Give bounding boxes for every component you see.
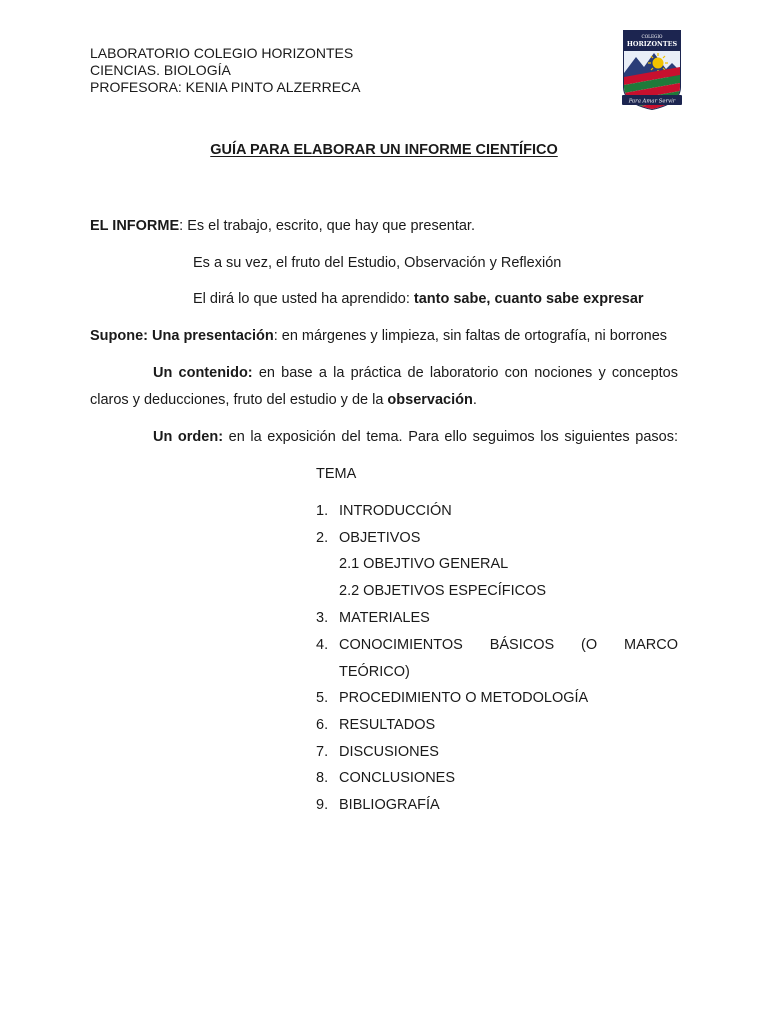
orden-label: Un orden: xyxy=(153,429,224,445)
header-line-teacher: PROFESORA: KENIA PINTO ALZERRECA xyxy=(90,79,361,95)
list-item xyxy=(316,717,435,733)
crest-top-text: COLEGIO xyxy=(641,34,663,39)
list-item xyxy=(316,744,439,760)
paragraph-orden xyxy=(153,429,678,445)
paragraph-contenido-line1 xyxy=(153,365,678,381)
supone-label: Supone: Una presentación xyxy=(90,328,274,344)
document-title: GUÍA PARA ELABORAR UN INFORME CIENTÍFICO xyxy=(210,142,558,158)
list-item-label: DISCUSIONES xyxy=(339,744,439,760)
list-item xyxy=(316,503,452,519)
paragraph-dira xyxy=(193,291,644,307)
list-item-word: BÁSICOS xyxy=(489,637,555,653)
school-crest-logo xyxy=(620,29,684,111)
orden-text: en la exposición del tema. Para ello seguimos los siguientes pasos: xyxy=(223,429,678,445)
paragraph-contenido-line2 xyxy=(90,392,477,408)
list-item-number-row xyxy=(316,637,339,653)
dira-text: El dirá lo que usted ha aprendido: xyxy=(193,291,414,307)
contenido-text: en base a la práctica de laboratorio con nociones y conceptos xyxy=(252,365,678,381)
list-item-number: 6. xyxy=(316,717,329,733)
list-item-label: PROCEDIMIENTO O METODOLOGÍA xyxy=(339,690,589,706)
informe-text: : Es el trabajo, escrito, que hay que presentar. xyxy=(179,218,475,234)
supone-text: : en márgenes y limpieza, sin faltas de ortografía, ni borrones xyxy=(273,328,668,344)
header-line-lab: LABORATORIO COLEGIO HORIZONTES xyxy=(90,45,354,61)
list-sub-item: 2.2 OBJETIVOS ESPECÍFICOS xyxy=(339,583,547,599)
paragraph-fruto: Es a su vez, el fruto del Estudio, Observación y Reflexión xyxy=(193,255,562,271)
list-item-word: (O xyxy=(581,637,598,653)
list-item xyxy=(316,690,588,706)
paragraph-informe xyxy=(90,218,475,234)
list-item-number: 2. xyxy=(316,530,329,546)
list-item-label: BIBLIOGRAFÍA xyxy=(339,797,440,813)
list-item-word: MARCO xyxy=(624,637,679,653)
contenido-bold2: observación xyxy=(387,392,473,408)
list-item-label-justified xyxy=(339,637,678,653)
list-item-label: CONCLUSIONES xyxy=(339,770,456,786)
list-item-word: CONOCIMIENTOS xyxy=(339,637,463,653)
dira-bold: tanto sabe, cuanto sabe expresar xyxy=(413,291,644,307)
crest-name: HORIZONTES xyxy=(626,40,678,48)
list-item-number: 7. xyxy=(316,744,329,760)
paragraph-supone xyxy=(90,328,667,344)
list-sub-item: 2.1 OBEJTIVO GENERAL xyxy=(339,556,509,572)
list-item-number: 8. xyxy=(316,770,329,786)
list-item xyxy=(316,610,430,626)
steps-list xyxy=(316,466,678,826)
list-item-label: MATERIALES xyxy=(339,610,430,626)
list-item xyxy=(316,770,455,786)
list-item-number: 4. xyxy=(316,637,329,653)
list-item-label: OBJETIVOS xyxy=(339,530,421,546)
list-item-number: 3. xyxy=(316,610,329,626)
crest-motto: Para Amar Servir xyxy=(628,98,676,105)
contenido-label: Un contenido: xyxy=(153,365,253,381)
list-item-label: RESULTADOS xyxy=(339,717,436,733)
contenido-end: . xyxy=(472,392,477,408)
informe-label: EL INFORME xyxy=(90,218,180,234)
header-line-subject: CIENCIAS. BIOLOGÍA xyxy=(90,62,231,78)
list-item xyxy=(316,530,420,546)
document-header xyxy=(90,45,360,96)
list-item-number: 1. xyxy=(316,503,329,519)
list-item xyxy=(316,797,440,813)
list-item-number: 9. xyxy=(316,797,329,813)
list-item-label-continuation: TEÓRICO) xyxy=(339,664,410,680)
list-item-number: 5. xyxy=(316,690,329,706)
contenido-text2: claros y deducciones, fruto del estudio y de la xyxy=(90,392,388,408)
list-item-label: INTRODUCCIÓN xyxy=(339,503,452,519)
list-heading: TEMA xyxy=(316,466,357,482)
